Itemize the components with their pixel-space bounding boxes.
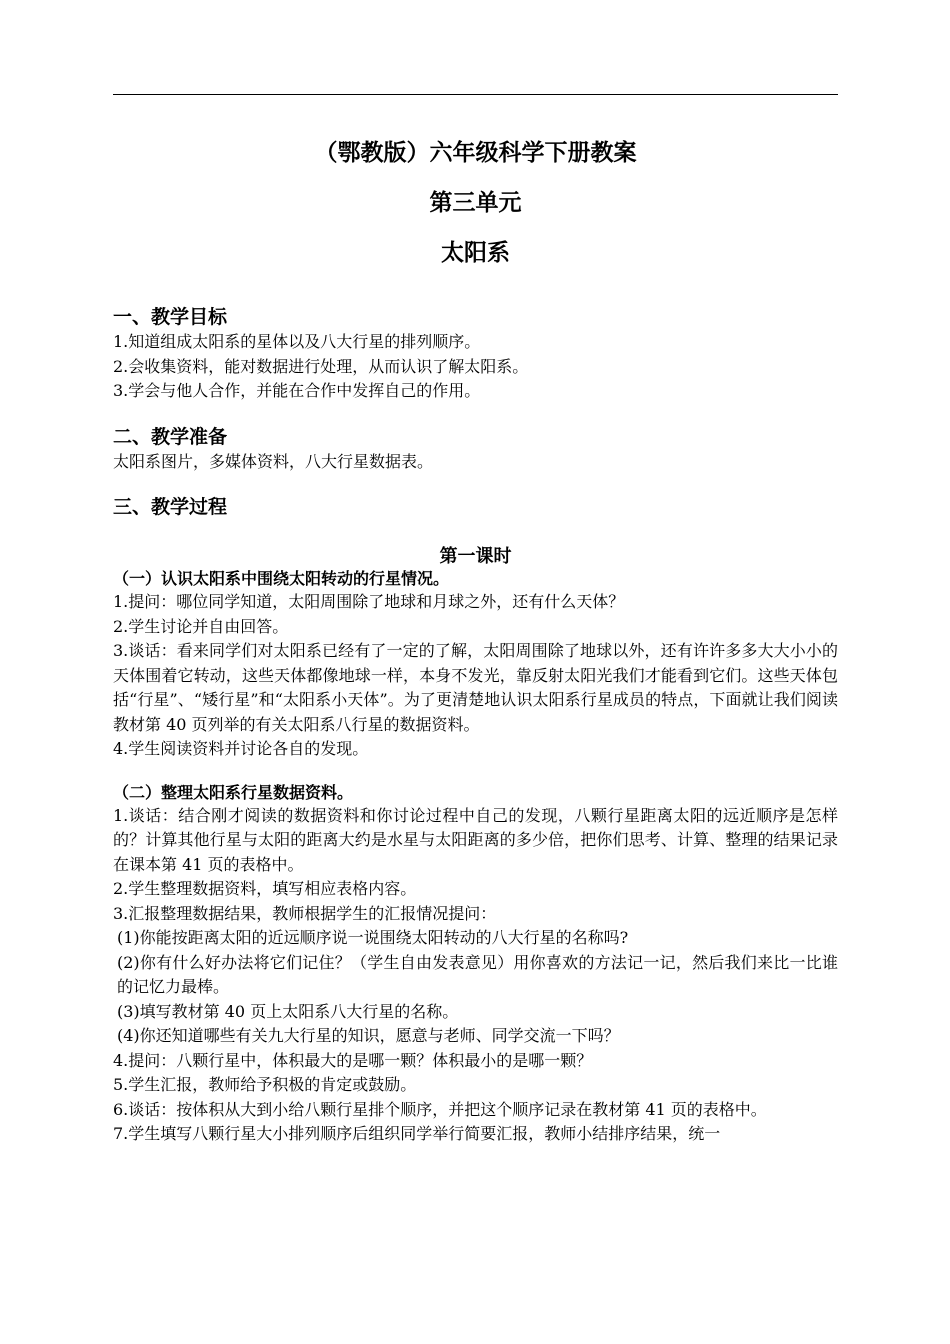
section-prep-heading: 二、教学准备 [113, 425, 228, 448]
part2-item: 5.学生汇报，教师给予积极的肯定或鼓励。 [113, 1075, 417, 1094]
part1-item: 2.学生讨论并自由回答。 [113, 616, 289, 636]
part2-item: 4.提问：八颗行星中，体积最大的是哪一颗？体积最小的是哪一颗？ [113, 1050, 593, 1070]
part2-subitem: (1)你能按距离太阳的近远顺序说一说围绕太阳转动的八大行星的名称吗? [117, 928, 629, 947]
part1-item: 1.提问：哪位同学知道，太阳周围除了地球和月球之外，还有什么天体？ [113, 592, 625, 611]
prep-text: 太阳系图片，多媒体资料，八大行星数据表。 [113, 451, 434, 471]
lesson-title: 第一课时 [439, 546, 512, 567]
part2-item: 6.谈话：按体积从大到小给八颗行星排个顺序，并把这个顺序记录在教材第 41 页的表格中。 [113, 1099, 767, 1119]
part2-item: 2.学生整理数据资料，填写相应表格内容。 [113, 879, 417, 898]
section-goals-heading: 一、教学目标 [113, 306, 228, 328]
goal-item: 2.会收集资料，能对数据进行处理，从而认识了解太阳系。 [113, 356, 529, 376]
part2-subitem: (4)你还知道哪些有关九大行星的知识，愿意与老师、同学交流一下吗？ [117, 1026, 620, 1045]
section-process-heading: 三、教学过程 [113, 496, 228, 518]
part2-subitem: (2)你有什么好办法将它们记住？（学生自由发表意见）用你喜欢的方法记一记，然后我们来比一比谁的记忆力最棒。 [117, 952, 838, 996]
part1-item: 4.学生阅读资料并讨论各自的发现。 [113, 739, 369, 758]
goal-item: 1.知道组成太阳系的星体以及八大行星的排列顺序。 [113, 332, 481, 351]
part2-subitem: (3)填写教材第 40 页上太阳系八大行星的名称。 [117, 1001, 459, 1021]
topic-title: 太阳系 [441, 240, 510, 266]
header-rule [113, 94, 838, 95]
part1-heading: （一）认识太阳系中围绕太阳转动的行星情况。 [113, 569, 450, 588]
goal-item: 3.学会与他人合作，并能在合作中发挥自己的作用。 [113, 381, 481, 400]
part2-item: 1.谈话：结合刚才阅读的数据资料和你讨论过程中自己的发现，八颗行星距离太阳的远近顺序是怎样的？计算其他行星与太阳的距离大约是水星与太阳距离的多少倍，把你们思考、计算、整理的结果记录在课本第 41 页的表格中。 [113, 805, 838, 874]
unit-title: 第三单元 [429, 190, 522, 216]
document-title: （鄂教版）六年级科学下册教案 [314, 140, 637, 166]
part2-item: 3.汇报整理数据结果，教师根据学生的汇报情况提问： [113, 903, 497, 923]
part1-item: 3.谈话：看来同学们对太阳系已经有了一定的了解，太阳周围除了地球以外，还有许许多多大大小小的天体围着它转动，这些天体都像地球一样，本身不发光，靠反射太阳光我们才能看到它们。这些天体包括“行星”、“矮行星”和“太阳系小天体”。为了更清楚地认识太阳系行星成员的特点，下面就让我们阅读教材第 40 页列举的有关太阳系八行星的数据资料。 [113, 641, 838, 734]
part2-heading: （二）整理太阳系行星数据资料。 [113, 782, 354, 802]
part2-item: 7.学生填写八颗行星大小排列顺序后组织同学举行简要汇报，教师小结排序结果，统一 [113, 1124, 721, 1143]
document-body [113, 128, 838, 1147]
